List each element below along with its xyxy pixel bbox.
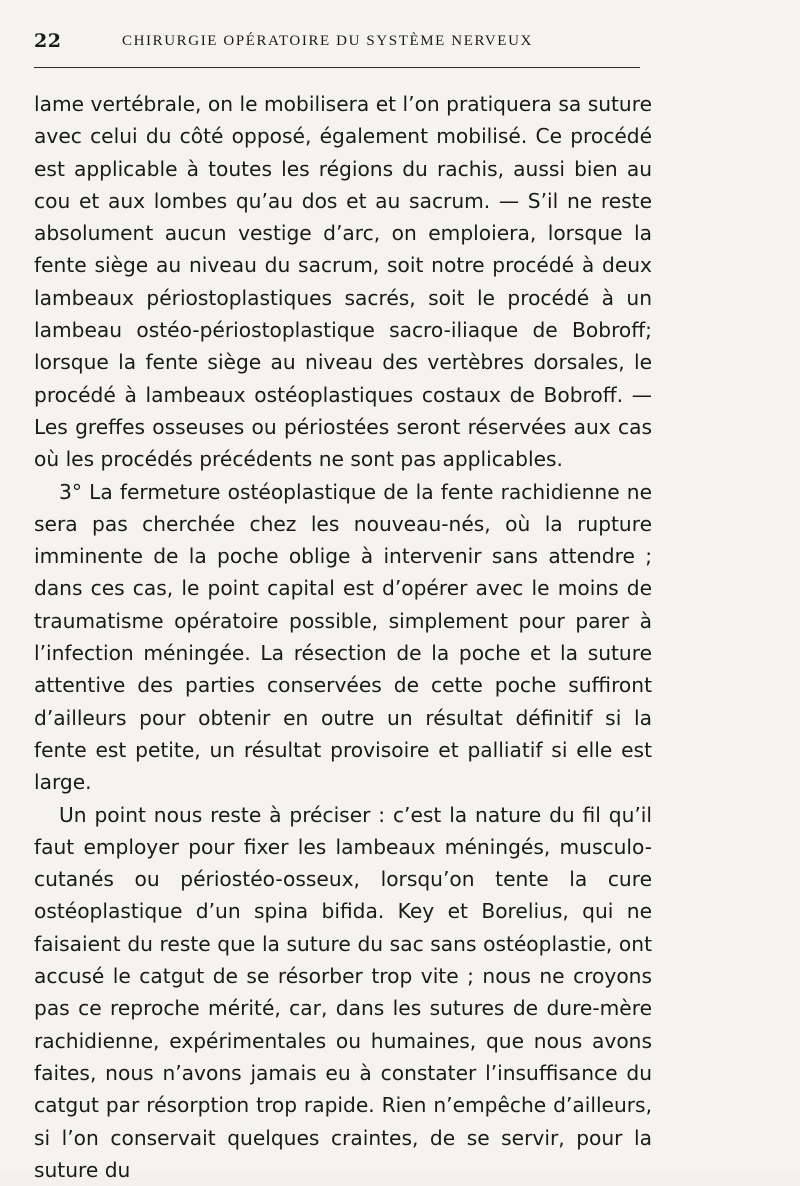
page-header: [34, 30, 640, 60]
body-text: [34, 88, 652, 1186]
paragraph-1: lame vertébrale, on le mobilisera et l’on pratiquera sa suture avec celui du côté opposé, également mobilisé. Ce procédé est applicable à toutes les régions du rachis, aussi bien au cou et aux lombes qu’au dos et au sacrum. — S’il ne reste absolument aucun vestige d’arc, on emploiera, lorsque la fente siège au niveau du sacrum, soit notre procédé à deux lambeaux périostoplastiques sacrés, soit le procédé à un lambeau ostéo-périostoplastique sacro-iliaque de Bobroff; lorsque la fente siège au niveau des vertèbres dorsales, le procédé à lambeaux ostéoplastiques costaux de Bobroff. — Les greffes osseuses ou périostées seront réservées aux cas où les procédés précédents ne sont pas applicables.: [34, 92, 652, 472]
running-title: CHIRURGIE OPÉRATOIRE DU SYSTÈME NERVEUX: [122, 33, 533, 49]
paragraph-3: Un point nous reste à préciser : c’est la nature du fil qu’il faut employer pour fixer les lambeaux méningés, musculo-cutanés ou périostéo-osseux, lorsqu’on tente la cure ostéoplastique d’un spina bifida. Key et Borelius, qui ne faisaient du reste que la suture du sac sans ostéoplastie, ont accusé le catgut de se résorber trop vite ; nous ne croyons pas ce reproche mérité, car, dans les sutures de dure-mère rachidienne, expérimentales ou humaines, que nous avons faites, nous n’avons jamais eu à constater l’insuffisance du catgut par résorption trop rapide. Rien n’empêche d’ailleurs, si l’on conservait quelques craintes, de se servir, pour la suture du: [34, 802, 652, 1182]
paragraph-2: 3° La fermeture ostéoplastique de la fente rachidienne ne sera pas cherchée chez les nouveau-nés, où la rupture imminente de la poche oblige à intervenir sans attendre ; dans ces cas, le point capital est d’opérer avec le moins de traumatisme opératoire possible, simplement pour parer à l’infection méningée. La résection de la poche et la suture attentive des parties conservées de cette poche suffiront d’ailleurs pour obtenir en outre un résultat définitif si la fente est petite, un résultat provisoire et palliatif si elle est large.: [34, 479, 652, 795]
header-rule: [34, 67, 640, 68]
page-number: 22: [34, 30, 62, 52]
